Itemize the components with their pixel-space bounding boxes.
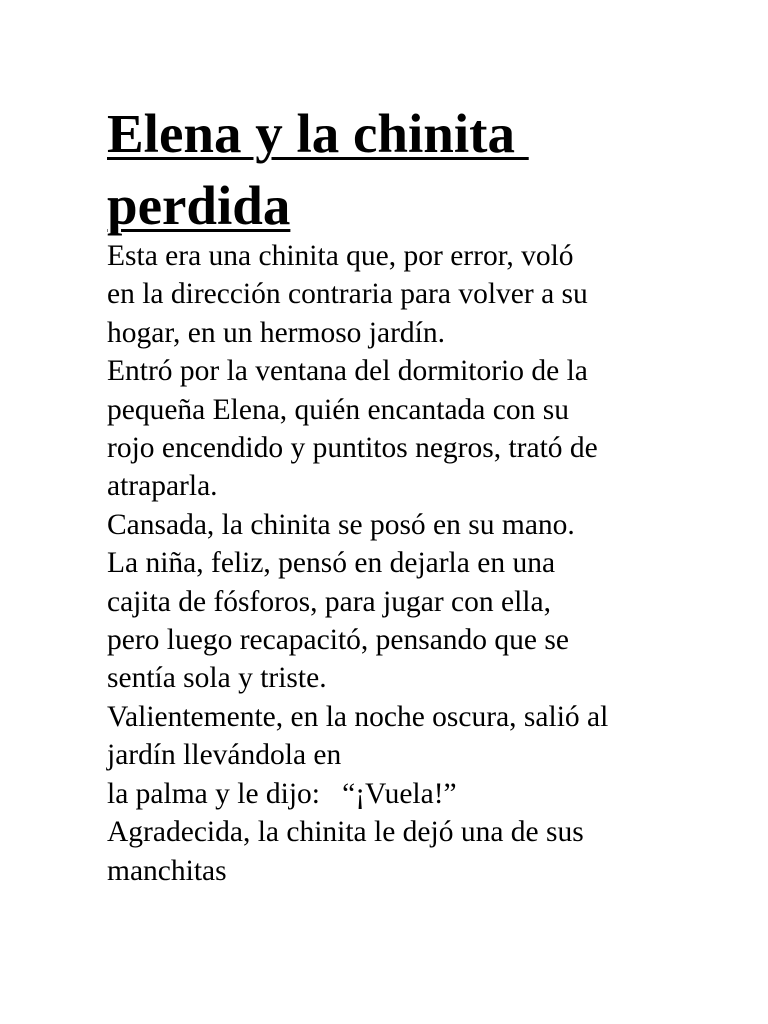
story-text: [107, 237, 727, 890]
title-line: Elena y la chinita: [107, 103, 529, 164]
text-line: pero luego recapacitó, pensando que se: [107, 624, 569, 657]
text-line: Entró por la ventana del dormitorio de la: [107, 355, 588, 388]
text-line: pequeña Elena, quién encantada con su: [107, 393, 569, 426]
text-line: Cansada, la chinita se posó en su mano.: [107, 508, 575, 541]
text-line: jardín llevándola en: [107, 739, 342, 772]
text-line: manchitas: [107, 854, 227, 887]
text-line: en la dirección contraria para volver a su: [107, 278, 588, 311]
text-line: atraparla.: [107, 470, 218, 503]
text-line: La niña, feliz, pensó en dejarla en una: [107, 547, 556, 580]
text-line: sentía sola y triste.: [107, 662, 327, 695]
text-line: Esta era una chinita que, por error, voló: [107, 240, 574, 272]
text-line: Agradecida, la chinita le dejó una de sus: [107, 816, 584, 849]
text-line: rojo encendido y puntitos negros, trató de: [107, 432, 598, 465]
text-line: la palma y le dijo: “¡Vuela!”: [107, 777, 457, 810]
text-line: cajita de fósforos, para jugar con ella,: [107, 585, 551, 618]
text-line: hogar, en un hermoso jardín.: [107, 316, 445, 349]
title-line: perdida: [107, 175, 291, 236]
text-line: Valientemente, en la noche oscura, salió al: [107, 700, 609, 733]
document-title: [107, 98, 727, 242]
